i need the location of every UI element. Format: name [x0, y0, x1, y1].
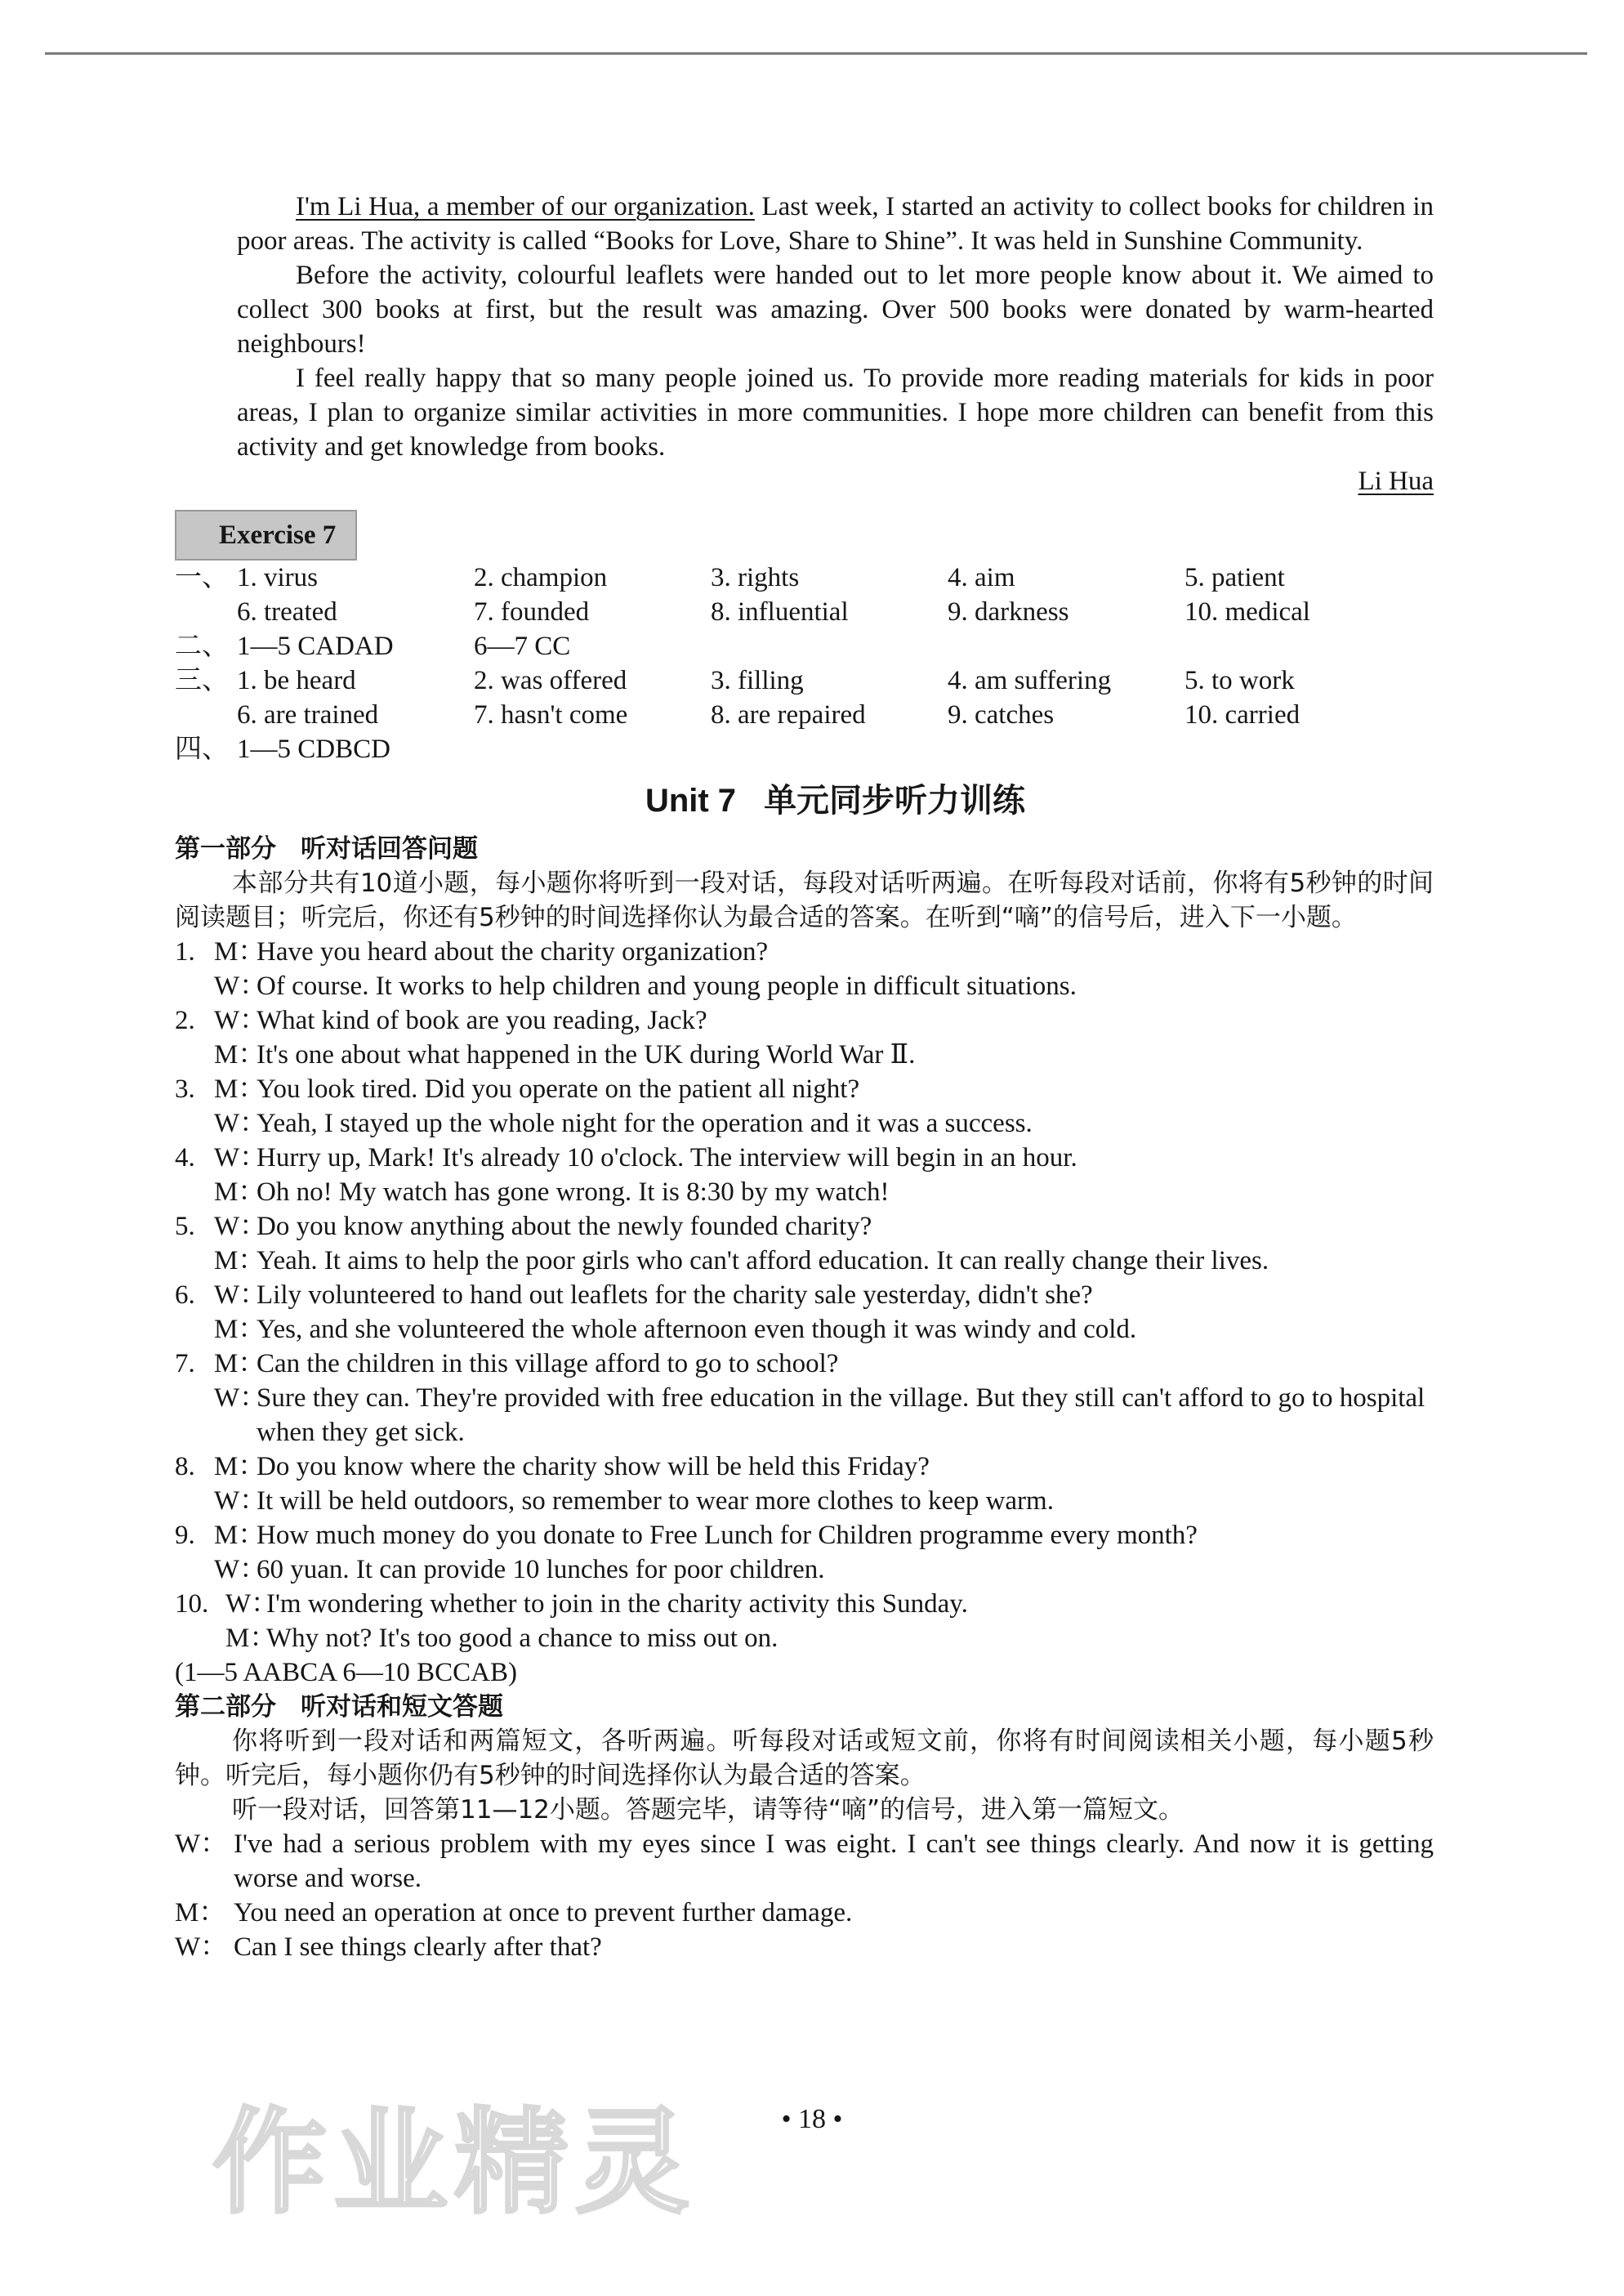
exercise-row	[175, 595, 1434, 629]
exercise-answer: 9. darkness	[948, 597, 1069, 627]
exercise-answer: 1—5 CDBCD	[237, 735, 390, 764]
question-number: 6.	[175, 1280, 195, 1310]
dialogue-line	[175, 1244, 1434, 1278]
exercise-section-number: 三、	[175, 666, 229, 695]
speaker: M：	[175, 1898, 226, 1927]
unit-title-en: Unit 7	[645, 783, 737, 819]
exercise-answer: 2. champion	[474, 563, 608, 592]
dialogue-line	[175, 1175, 1434, 1209]
dialogue-text: You need an operation at once to prevent further damage.	[234, 1898, 853, 1927]
dialogue-line	[175, 1621, 1434, 1655]
question-number: 1.	[175, 937, 195, 967]
dialogue-text: Lily volunteered to hand out leaflets for the charity sale yesterday, didn't she?	[257, 1280, 1093, 1310]
dialogue-line	[175, 1038, 1434, 1072]
question-number: 3.	[175, 1074, 195, 1104]
speaker: M：	[214, 1074, 265, 1104]
speaker: M：	[214, 1349, 265, 1378]
speaker: W：	[214, 1280, 267, 1310]
exercise-answer: 3. filling	[711, 666, 804, 695]
part2-heading	[175, 1690, 1434, 1724]
dialogue-line	[175, 1484, 1434, 1518]
dialogue-line	[175, 969, 1434, 1003]
page-number: • 18 •	[781, 2104, 843, 2134]
dialogue-line	[175, 1381, 1434, 1450]
dialogue-line	[175, 1209, 1434, 1244]
dialogue-text: Hurry up, Mark! It's already 10 o'clock. The interview will begin in an hour.	[257, 1143, 1077, 1173]
speaker: W：	[175, 1932, 228, 1962]
speaker: M：	[214, 1040, 265, 1070]
exercise-row	[175, 561, 1434, 595]
exercise-answer: 7. hasn't come	[474, 700, 628, 730]
exercise-row	[175, 663, 1434, 698]
question-number: 2.	[175, 1006, 195, 1035]
dialogue-text: Why not? It's too good a chance to miss out on.	[266, 1624, 779, 1653]
exercise-answer: 6. are trained	[237, 700, 379, 730]
letter	[237, 190, 1434, 498]
speaker: W：	[214, 1555, 267, 1584]
exercise-answer: 5. to work	[1185, 666, 1295, 695]
page-content	[175, 190, 1434, 1964]
underlined-sentence: I'm Li Hua, a member of our organization.	[296, 192, 755, 221]
exercise-answer: 1. virus	[237, 563, 318, 592]
dialogue-text: How much money do you donate to Free Lunch for Children programme every month?	[257, 1521, 1198, 1550]
part1-dialogues	[175, 935, 1434, 1655]
exercise-answers	[175, 561, 1434, 766]
dialogue-text: Do you know where the charity show will be held this Friday?	[257, 1452, 930, 1481]
exercise-label: Exercise 7	[175, 510, 357, 561]
speaker: M：	[214, 1521, 265, 1550]
exercise-answer: 4. am suffering	[948, 666, 1112, 695]
dialogue-line	[175, 1450, 1434, 1484]
part1-heading-title: 听对话回答问题	[301, 834, 478, 864]
exercise-answer: 8. are repaired	[711, 700, 866, 730]
dialogue-text: It's one about what happened in the UK during World War Ⅱ.	[257, 1040, 916, 1070]
question-number: 8.	[175, 1452, 195, 1481]
speaker: M：	[214, 1246, 265, 1275]
exercise-answer: 2. was offered	[474, 666, 627, 695]
exercise-row	[175, 698, 1434, 732]
question-number: 10.	[175, 1589, 209, 1619]
exercise-answer: 3. rights	[711, 563, 800, 592]
speaker: M：	[214, 1177, 265, 1207]
dialogue-text: Do you know anything about the newly founded charity?	[257, 1212, 872, 1241]
exercise-answer: 10. carried	[1185, 700, 1301, 730]
exercise-answer: 10. medical	[1185, 597, 1310, 627]
watermark: 作业精灵	[212, 2097, 697, 2230]
speaker: W：	[214, 1212, 267, 1241]
exercise-section-number: 一、	[175, 563, 229, 592]
signature: Li Hua	[1358, 467, 1434, 496]
exercise-answer: 6—7 CC	[474, 632, 571, 661]
dialogue-text: Can I see things clearly after that?	[234, 1932, 602, 1962]
dialogue-line	[175, 1278, 1434, 1312]
dialogue-line	[175, 1552, 1434, 1587]
unit-title-cn: 单元同步听力训练	[764, 783, 1026, 819]
speaker: W：	[175, 1829, 228, 1859]
dialogue-text: Of course. It works to help children and young people in difficult situations.	[257, 972, 1077, 1001]
exercise-answer: 1. be heard	[237, 666, 356, 695]
dialogue-line	[175, 1141, 1434, 1175]
dialogue-text: What kind of book are you reading, Jack?	[257, 1006, 707, 1035]
dialogue-line	[175, 1003, 1434, 1038]
signature-row	[237, 464, 1434, 498]
exercise-section-number: 二、	[175, 632, 229, 661]
speaker: W：	[225, 1589, 279, 1619]
part1-heading	[175, 832, 1434, 866]
dialogue-line	[175, 1518, 1434, 1552]
dialogue-text: Yeah. It aims to help the poor girls who can't afford education. It can really change their lives.	[257, 1246, 1269, 1275]
dialogue-line	[175, 1896, 1434, 1930]
letter-text: Last week, I started an activity to collect books for children in poor areas. The activity is called “Books for Love, Share to Shine”. It was held in Sunshine Community.	[237, 192, 1434, 256]
part2-dialogue	[175, 1827, 1434, 1964]
speaker: W：	[214, 1006, 267, 1035]
dialogue-line	[175, 1587, 1434, 1621]
dialogue-line	[175, 1106, 1434, 1141]
speaker: W：	[214, 1109, 267, 1138]
dialogue-text: Yes, and she volunteered the whole afternoon even though it was windy and cold.	[257, 1315, 1137, 1344]
part2-instructions-1: 你将听到一段对话和两篇短文，各听两遍。听每段对话或短文前，你将有时间阅读相关小题，每小题5秒钟。听完后，每小题你仍有5秒钟的时间选择你认为最合适的答案。	[175, 1726, 1434, 1790]
top-rule	[45, 52, 1587, 55]
speaker: W：	[214, 1383, 267, 1413]
speaker: M：	[214, 1315, 265, 1344]
exercise-answer: 9. catches	[948, 700, 1055, 730]
letter-paragraph-1	[237, 190, 1434, 258]
exercise-answer: 5. patient	[1185, 563, 1285, 592]
part2-heading-number: 第二部分	[175, 1692, 276, 1722]
part2-heading-title: 听对话和短文答题	[301, 1692, 503, 1722]
dialogue-line	[175, 1827, 1434, 1896]
part1-answers: (1—5 AABCA 6—10 BCCAB)	[175, 1658, 517, 1687]
exercise-section-number: 四、	[175, 735, 229, 764]
dialogue-text: You look tired. Did you operate on the patient all night?	[257, 1074, 860, 1104]
speaker: M：	[214, 1452, 265, 1481]
speaker: W：	[214, 972, 267, 1001]
dialogue-line	[175, 935, 1434, 969]
dialogue-text: 60 yuan. It can provide 10 lunches for poor children.	[257, 1555, 825, 1584]
question-number: 5.	[175, 1212, 195, 1241]
exercise-row	[175, 629, 1434, 663]
part1-heading-number: 第一部分	[175, 834, 276, 864]
exercise-answer: 4. aim	[948, 563, 1015, 592]
dialogue-line	[175, 1072, 1434, 1106]
speaker: W：	[214, 1486, 267, 1516]
dialogue-text: Have you heard about the charity organization?	[257, 937, 769, 967]
question-number: 7.	[175, 1349, 195, 1378]
dialogue-text: It will be held outdoors, so remember to wear more clothes to keep warm.	[257, 1486, 1054, 1516]
unit-title	[237, 776, 1434, 825]
letter-paragraph-2: Before the activity, colourful leaflets were handed out to let more people know about it. We aimed to collect 300 books at first, but the result was amazing. Over 500 books were donated by warm-hearted neighbours!	[237, 261, 1434, 359]
dialogue-line	[175, 1312, 1434, 1347]
question-number: 9.	[175, 1521, 195, 1550]
exercise-answer: 1—5 CADAD	[237, 632, 394, 661]
question-number: 4.	[175, 1143, 195, 1173]
letter-paragraph-3: I feel really happy that so many people joined us. To provide more reading materials for kids in poor areas, I plan to organize similar activities in more communities. I hope more children can benefit from this activity and get knowledge from books.	[237, 364, 1434, 462]
dialogue-text: I'm wondering whether to join in the charity activity this Sunday.	[266, 1589, 968, 1619]
dialogue-text: Yeah, I stayed up the whole night for the operation and it was a success.	[257, 1109, 1033, 1138]
dialogue-text: Can the children in this village afford to go to school?	[257, 1349, 839, 1378]
speaker: W：	[214, 1143, 267, 1173]
dialogue-text: I've had a serious problem with my eyes since I was eight. I can't see things clearly. And now it is getting worse and worse.	[234, 1829, 1434, 1893]
exercise-answer: 7. founded	[474, 597, 590, 627]
dialogue-text: Sure they can. They're provided with free education in the village. But they still can't afford to go to hospital when they get sick.	[257, 1383, 1425, 1447]
speaker: M：	[225, 1624, 277, 1653]
exercise-answer: 6. treated	[237, 597, 337, 627]
dialogue-line	[175, 1347, 1434, 1381]
exercise-answer: 8. influential	[711, 597, 849, 627]
dialogue-text: Oh no! My watch has gone wrong. It is 8:30 by my watch!	[257, 1177, 890, 1207]
part2-instructions-2: 听一段对话，回答第11—12小题。答题完毕，请等待“嘀”的信号，进入第一篇短文。	[232, 1795, 1185, 1825]
dialogue-line	[175, 1930, 1434, 1964]
speaker: M：	[214, 937, 265, 967]
exercise-row	[175, 732, 1434, 766]
part1-instructions: 本部分共有10道小题，每小题你将听到一段对话，每段对话听两遍。在听每段对话前，你将有5秒钟的时间阅读题目；听完后，你还有5秒钟的时间选择你认为最合适的答案。在听到“嘀”的信号后，进入下一小题。	[175, 869, 1434, 932]
